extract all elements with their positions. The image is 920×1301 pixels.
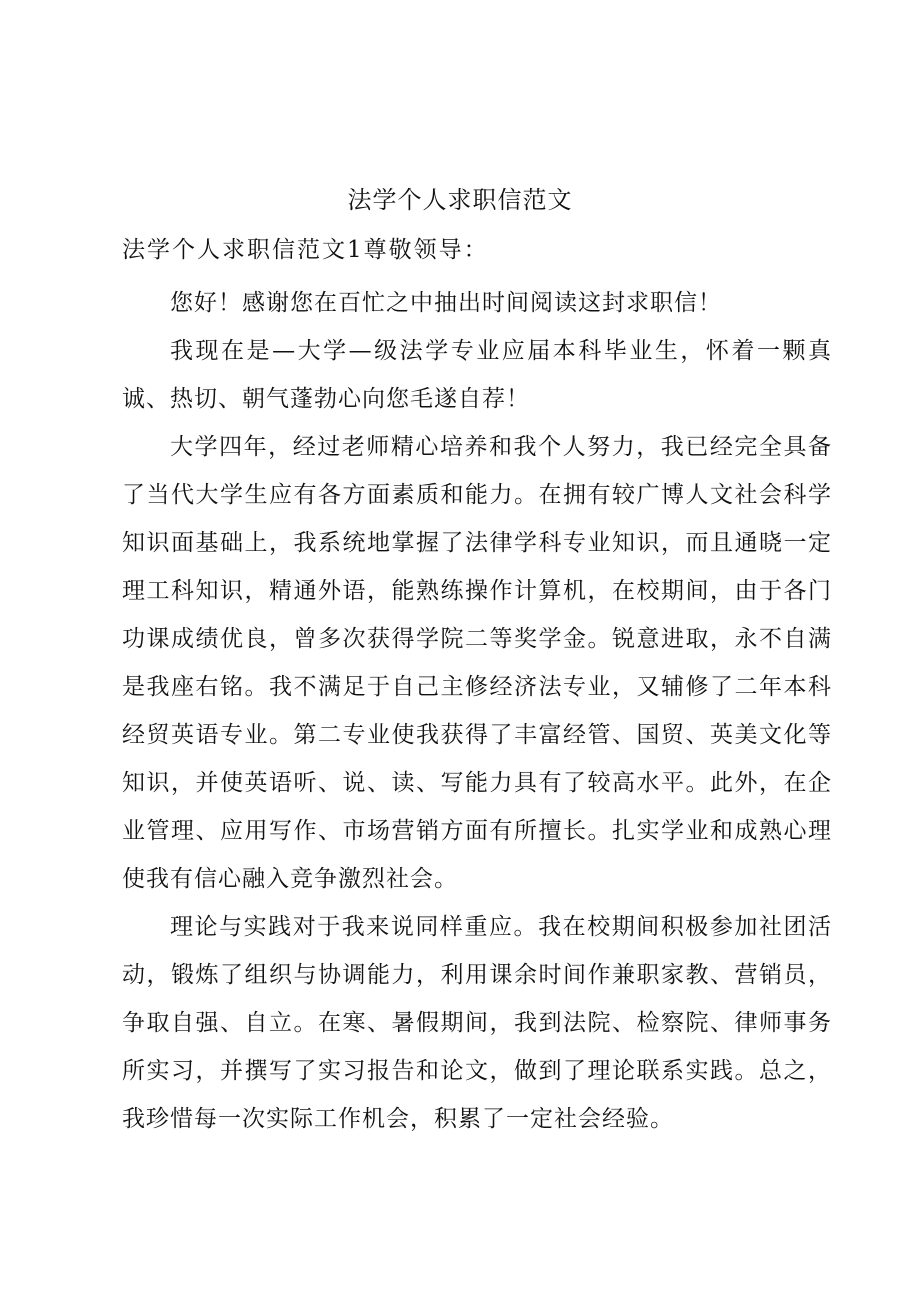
document-title: 法学个人求职信范文 [347, 186, 573, 214]
paragraph-introduction: 我现在是—大学—级法学专业应届本科毕业生，怀着一颗真诚、热切、朝气蓬勃心向您毛遂自荐！ [122, 338, 832, 412]
paragraph-education: 大学四年，经过老师精心培养和我个人努力，我已经完全具备了当代大学生应有各方面素质和能力。在拥有较广博人文社会科学知识面基础上，我系统地掌握了法律学科专业知识，而且通晓一定理工科知识，精通外语，能熟练操作计算机，在校期间，由于各门功课成绩优良，曾多次获得学院二等奖学金。锐意进取，永不自满是我座右铭。我不满足于自己主修经济法专业，又辅修了二年本科经贸英语专业。第二专业使我获得了丰富经管、国贸、英美文化等知识，并使英语听、说、读、写能力具有了较高水平。此外，在企业管理、应用写作、市场营销方面有所擅长。扎实学业和成熟心理使我有信心融入竞争激烈社会。 [122, 434, 832, 892]
paragraph-practice: 理论与实践对于我来说同样重应。我在校期间积极参加社团活动，锻炼了组织与协调能力，利用课余时间作兼职家教、营销员，争取自强、自立。在寒、暑假期间，我到法院、检察院、律师事务所实习，并撰写了实习报告和论文，做到了理论联系实践。总之，我珍惜每一次实际工作机会，积累了一定社会经验。 [122, 914, 832, 1132]
paragraph-greeting: 您好！感谢您在百忙之中抽出时间阅读这封求职信！ [170, 290, 722, 316]
letter-body [122, 279, 832, 1143]
salutation-line: 法学个人求职信范文1尊敬领导： [122, 237, 489, 263]
